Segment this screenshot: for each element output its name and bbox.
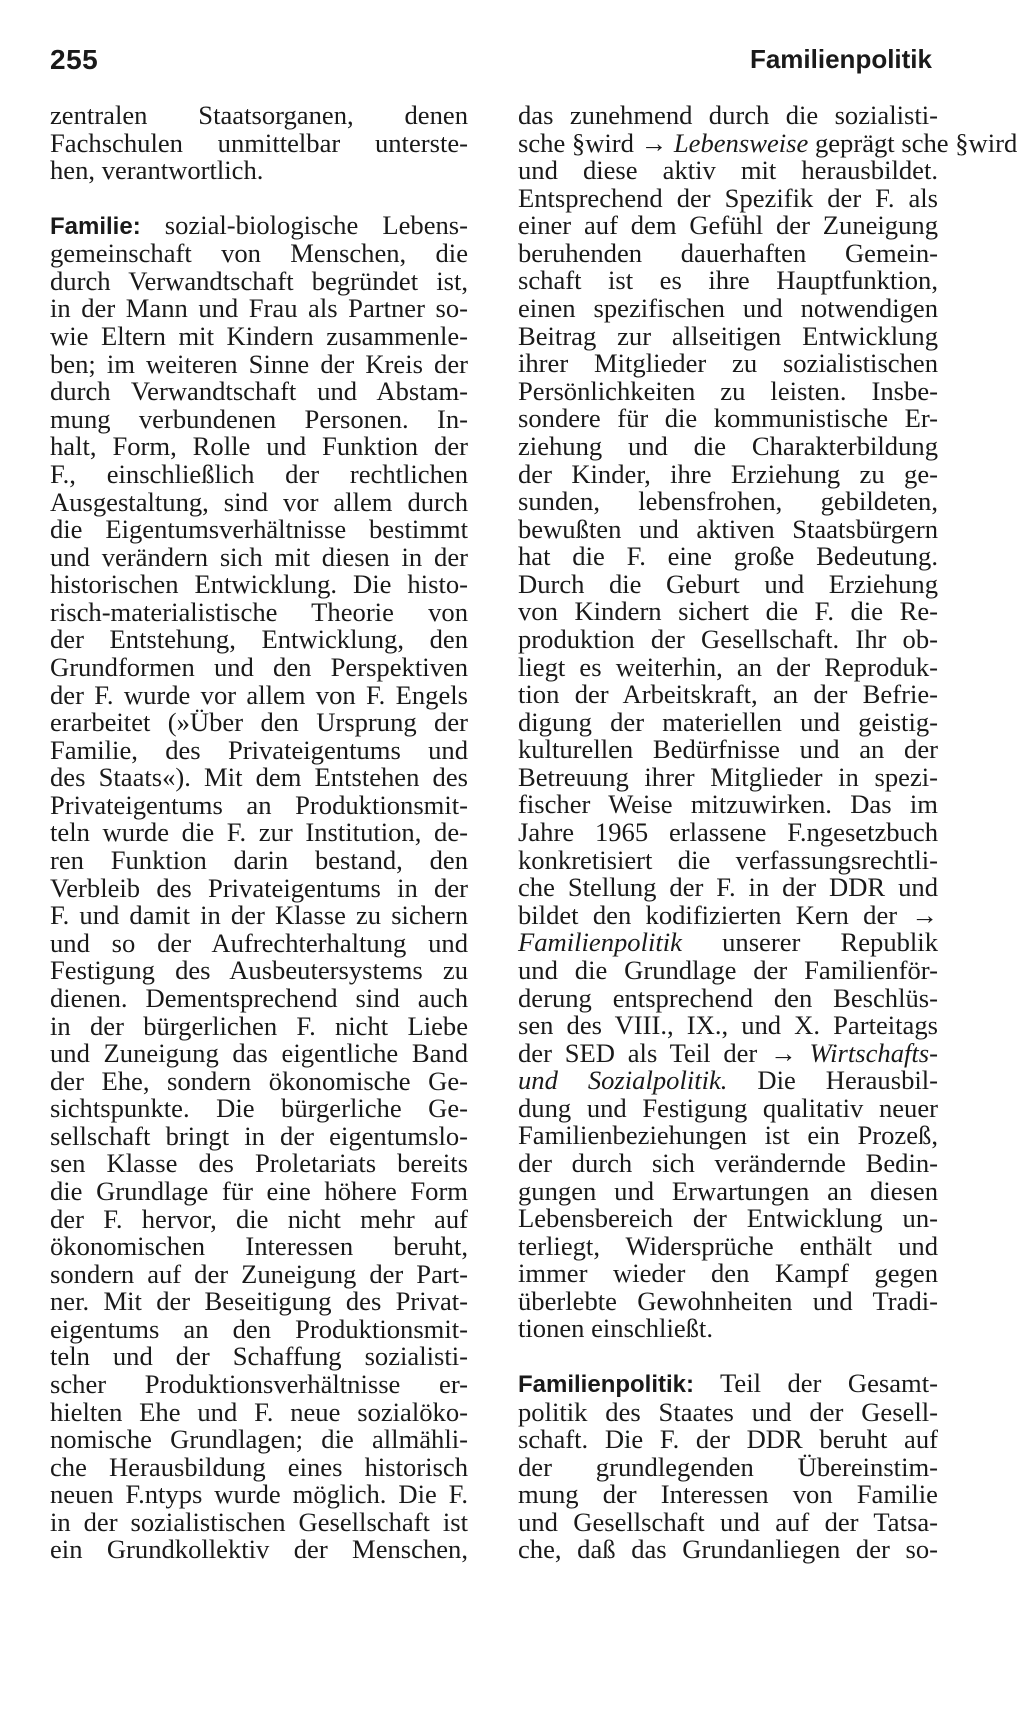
headword-familienpolitik: Familienpolitik: <box>518 1371 695 1399</box>
headword-familie: Familie: <box>50 212 141 240</box>
text-line-with-reference <box>518 1037 938 1068</box>
text-line: hat die F. eine große Bedeutung. <box>518 541 938 572</box>
paragraph-gap <box>50 185 468 212</box>
text-line: eigentums an den Produktionsmit- <box>50 1313 468 1344</box>
text-line: Fachschulen unmittelbar unterste- <box>50 127 468 158</box>
text-line: Verbleib des Privateigentums in der <box>50 872 468 903</box>
text-line: der F. hervor, die nicht mehr auf <box>50 1203 468 1234</box>
text-line: Ausgestaltung, sind vor allem durch <box>50 486 468 517</box>
text-line: politik des Staates und der Gesell- <box>518 1396 938 1427</box>
text-line: konkretisiert die verfassungsrechtli- <box>518 844 938 875</box>
left-column <box>50 102 468 1564</box>
right-column <box>518 100 1018 1565</box>
text-line: mung der Interessen von Familie <box>518 1479 938 1510</box>
cross-reference-familienpolitik[interactable]: Familienpolitik <box>518 927 682 958</box>
text-fragment: sozial-biologische Lebens- <box>164 209 468 240</box>
text-line: Familie, des Privateigentums und <box>50 734 468 765</box>
text-line: ren Funktion darin bestand, den <box>50 845 468 876</box>
text-line: und verändern sich mit diesen in der <box>50 541 468 572</box>
text-line: Jahre 1965 erlassene F.ngesetzbuch <box>518 817 938 848</box>
paragraph-gap <box>518 1343 938 1370</box>
text-line: ben; im weiteren Sinne der Kreis der <box>50 348 468 379</box>
text-line: ein Grundkollektiv der Menschen, <box>50 1534 468 1565</box>
text-line: ihrer Mitglieder zu sozialistischen <box>518 348 938 379</box>
text-line: Beitrag zur allseitigen Entwicklung <box>518 320 938 351</box>
text-line: Persönlichkeiten zu leisten. Insbe- <box>518 375 938 406</box>
text-line: Familienbeziehungen ist ein Prozeß, <box>518 1120 938 1151</box>
text-line: sellschaft bringt in der eigentumslo- <box>50 1120 468 1151</box>
text-line: scher Produktionsverhältnisse er- <box>50 1369 468 1400</box>
text-line: sen Klasse des Proletariats bereits <box>50 1148 468 1179</box>
text-line: erarbeitet (»Über den Ursprung der <box>50 707 468 738</box>
text-line: einen spezifischen und notwendigen <box>518 293 938 324</box>
text-line: schaft. Die F. der DDR beruht auf <box>518 1424 938 1455</box>
text-line: fischer Weise mitzuwirken. Das im <box>518 789 938 820</box>
text-line: halt, Form, Rolle und Funktion der <box>50 431 468 462</box>
text-line: Grundformen und den Perspektiven <box>50 651 468 682</box>
text-line-with-reference <box>518 929 938 957</box>
text-line: der Kinder, ihre Erziehung zu ge- <box>518 458 938 489</box>
text-line: der durch sich verändernde Bedin- <box>518 1147 938 1178</box>
text-line: hen, verantwortlich. <box>50 155 264 186</box>
text-line: sondere für die kommunistische Er- <box>518 403 938 434</box>
text-line: und die Grundlage der Familienför- <box>518 954 938 985</box>
text-line: ziehung und die Charakterbildung <box>518 430 938 461</box>
text-line: in der sozialistischen Gesellschaft ist <box>50 1506 468 1537</box>
text-line: produktion der Gesellschaft. Ihr ob- <box>518 623 938 654</box>
cross-reference-arrow: → <box>911 899 938 930</box>
text-line: der grundlegenden Übereinstim- <box>518 1451 938 1482</box>
text-line: das zunehmend durch die sozialisti- <box>518 100 938 130</box>
text-line: in der Mann und Frau als Partner so- <box>50 293 468 324</box>
text-line: historischen Entwicklung. Die histo- <box>50 569 468 600</box>
text-line: schaft ist es ihre Hauptfunktion, <box>518 265 938 296</box>
text-line: F. und damit in der Klasse zu sichern <box>50 900 468 931</box>
text-line: terliegt, Widersprüche enthält und <box>518 1230 938 1261</box>
text-line: sichtspunkte. Die bürgerliche Ge- <box>50 1093 468 1124</box>
text-line: die Grundlage für eine höhere Form <box>50 1175 468 1206</box>
text-line: immer wieder den Kampf gegen <box>518 1258 938 1289</box>
text-fragment: der SED als Teil der <box>518 1037 758 1068</box>
text-line: kulturellen Bedürfnisse und an der <box>518 734 938 765</box>
text-line: dung und Festigung qualitativ neuer <box>518 1092 938 1123</box>
text-line: risch-materialistische Theorie von <box>50 596 468 627</box>
text-line: che Herausbildung eines historisch <box>50 1451 468 1482</box>
cross-reference-lebensweise[interactable]: Lebensweise <box>673 127 809 158</box>
text-line: liegt es weiterhin, an der Reproduk- <box>518 651 938 682</box>
text-line: sunden, lebensfrohen, gebildeten, <box>518 486 938 517</box>
text-line: digung der materiellen und geistig- <box>518 706 938 737</box>
text-line: und Zuneigung das eigentliche Band <box>50 1038 468 1069</box>
page-number: 255 <box>50 44 99 75</box>
cross-reference-wirtschafts[interactable]: Wirtschafts- <box>809 1037 938 1068</box>
text-line: che, daß das Grundanliegen der so- <box>518 1534 938 1565</box>
text-line: der Entstehung, Entwicklung, den <box>50 624 468 655</box>
text-line: teln und der Schaffung sozialisti- <box>50 1341 468 1372</box>
text-line: tionen einschließt. <box>518 1313 713 1344</box>
text-fragment: Die Herausbil- <box>757 1065 938 1096</box>
text-fragment: bildet den kodifizierten Kern der <box>518 899 898 930</box>
text-fragment: unserer Republik <box>722 927 938 958</box>
text-line: die Eigentumsverhältnisse bestimmt <box>50 514 468 545</box>
text-line: gungen und Erwartungen an diesen <box>518 1175 938 1206</box>
text-line: von Kindern sichert die F. die Re- <box>518 596 938 627</box>
text-line: der F. wurde vor allem von F. Engels <box>50 679 468 710</box>
text-line: und Gesellschaft und auf der Tatsa- <box>518 1506 938 1537</box>
text-line: gemeinschaft von Menschen, die <box>50 238 468 269</box>
text-line: teln wurde die F. zur Institution, de- <box>50 817 468 848</box>
text-line: neuen F.ntyps wurde möglich. Die F. <box>50 1479 468 1510</box>
text-line: tion der Arbeitskraft, an der Befrie- <box>518 679 938 710</box>
text-line: zentralen Staatsorganen, denen <box>50 100 468 130</box>
text-line: der Ehe, sondern ökonomische Ge- <box>50 1065 468 1096</box>
text-line: mung verbundenen Personen. In- <box>50 403 468 434</box>
text-line: hielten Ehe und F. neue sozialöko- <box>50 1396 468 1427</box>
text-line-with-reference <box>518 1067 938 1095</box>
text-line: Betreuung ihrer Mitglieder in spezi- <box>518 761 938 792</box>
text-line: Lebensbereich der Entwicklung un- <box>518 1203 938 1234</box>
text-line: che Stellung der F. in der DDR und <box>518 872 938 903</box>
entry-familie-first-line <box>50 209 468 241</box>
text-line-with-reference <box>518 899 938 930</box>
text-line: wie Eltern mit Kindern zusammenle- <box>50 321 468 352</box>
entry-familienpolitik-first-line <box>518 1370 938 1399</box>
text-line: durch Verwandtschaft und Abstam- <box>50 376 468 407</box>
text-line: dienen. Dementsprechend sind auch <box>50 982 468 1013</box>
text-line: ner. Mit der Beseitigung des Privat- <box>50 1286 468 1317</box>
text-fragment: sche §wird <box>901 127 1018 158</box>
text-line: Entsprechend der Spezifik der F. als <box>518 182 938 213</box>
text-fragment: geprägt <box>814 127 895 158</box>
text-line: derung entsprechend den Beschlüs- <box>518 982 938 1013</box>
text-line: und so der Aufrechterhaltung und <box>50 927 468 958</box>
text-line: des Staats«). Mit dem Entstehen des <box>50 762 468 793</box>
running-head: Familienpolitik <box>749 44 932 74</box>
cross-reference-sozialpolitik[interactable]: und Sozialpolitik. <box>518 1065 728 1096</box>
text-fragment: Teil der Gesamt- <box>720 1368 938 1399</box>
text-line-with-reference <box>518 127 1018 158</box>
text-line: Festigung des Ausbeutersystems zu <box>50 955 468 986</box>
text-line: Privateigentums an Produktionsmit- <box>50 789 468 820</box>
text-line: durch Verwandtschaft begründet ist, <box>50 265 468 296</box>
text-line: und diese aktiv mit herausbildet. <box>518 155 938 186</box>
text-line: ökonomischen Interessen beruht, <box>50 1231 468 1262</box>
text-line: beruhenden dauerhaften Gemein- <box>518 237 938 268</box>
text-line: einer auf dem Gefühl der Zuneigung <box>518 210 938 241</box>
text-line: F., einschließlich der rechtlichen <box>50 458 468 489</box>
text-line: überlebte Gewohnheiten und Tradi- <box>518 1285 938 1316</box>
text-line: nomische Grundlagen; die allmähli- <box>50 1424 468 1455</box>
text-line: Durch die Geburt und Erziehung <box>518 568 938 599</box>
text-line: sondern auf der Zuneigung der Part- <box>50 1258 468 1289</box>
text-fragment: sche §wird <box>518 127 634 158</box>
text-line: sen des VIII., IX., und X. Parteitags <box>518 1010 938 1041</box>
cross-reference-arrow: → <box>770 1037 797 1068</box>
text-line: bewußten und aktiven Staatsbürgern <box>518 513 938 544</box>
cross-reference-arrow: → <box>640 127 668 158</box>
text-line: in der bürgerlichen F. nicht Liebe <box>50 1010 468 1041</box>
